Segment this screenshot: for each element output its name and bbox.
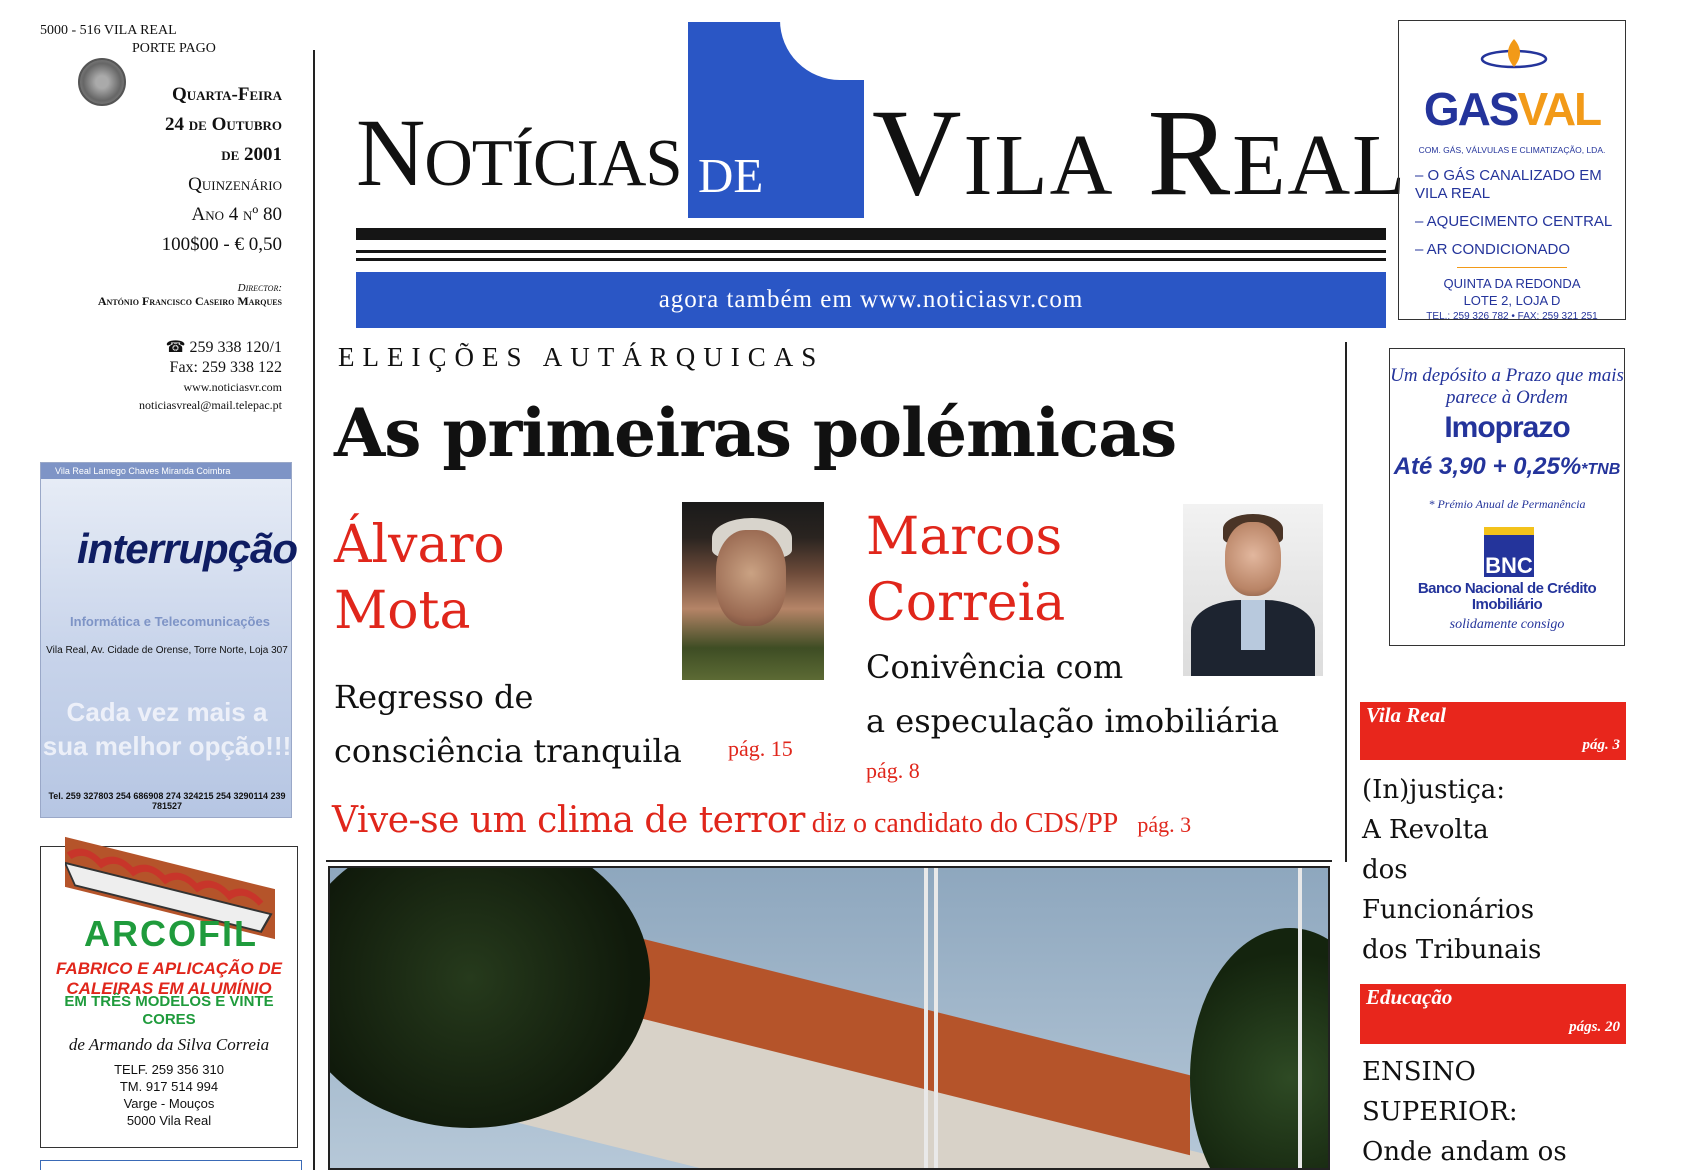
photo-face — [1225, 522, 1281, 596]
postage-info — [40, 22, 216, 58]
issue-price: 100$00 - € 0,50 — [161, 234, 282, 255]
ad-gasval-service: – AQUECIMENTO CENTRAL — [1415, 213, 1613, 230]
masthead-rule-thin — [356, 250, 1386, 253]
masthead-website-strip[interactable]: agora também em www.noticiasvr.com — [356, 272, 1386, 328]
main-headline[interactable]: As primeiras polémicas — [334, 394, 1177, 472]
ad-arcofil-tel: TELF. 259 356 310 — [114, 1062, 224, 1077]
ad-gasval-address-2: LOTE 2, LOJA D — [1463, 293, 1561, 308]
ad-arcofil-logo: ARCOFIL — [84, 913, 258, 954]
ad-interrupcao-slogan: Cada vez mais a sua melhor opção!!! — [42, 697, 292, 761]
masthead-title-noticias: Notícias — [356, 99, 682, 206]
column-divider — [313, 50, 315, 1170]
ad-imoprazo-motto: solidamente consigo — [1449, 617, 1565, 632]
candidate-2-subheadline[interactable] — [866, 640, 1279, 748]
ad-gasval-address-1: QUINTA DA REDONDA — [1443, 276, 1581, 291]
ad-gasval-address — [1399, 275, 1625, 309]
ad-arcofil-signature: de Armando da Silva Correia — [68, 1035, 270, 1054]
ad-gasval[interactable] — [1398, 20, 1626, 320]
ad-gasval-divider — [1457, 267, 1567, 268]
phone-number: ☎ 259 338 120/1 — [165, 339, 282, 356]
story-line: Funcionários — [1362, 895, 1535, 925]
issue-day: Quarta-Feira — [171, 84, 282, 105]
ad-arcofil-line-1: FABRICO E APLICAÇÃO DE CALEIRAS EM ALUMÍNIO — [55, 959, 283, 998]
candidate-2-last-name: Correia — [866, 573, 1066, 633]
ad-interrupcao[interactable] — [40, 462, 298, 818]
ad-interrupcao-phones: Tel. 259 327803 254 686908 274 324215 254 3290114 239 781527 — [48, 791, 286, 811]
cds-pp-headline-main: Vive-se um clima de terror — [332, 800, 805, 841]
ad-imoprazo-rate-suffix: *TNB — [1581, 461, 1621, 478]
email-link[interactable]: noticiasvreal@mail.telepac.pt — [139, 398, 282, 412]
masthead-rule-thin — [356, 258, 1386, 261]
issue-frequency: Quinzenário — [188, 174, 282, 195]
ad-imoprazo-tagline: Um depósito a Prazo que mais parece à Ordem — [1390, 365, 1624, 408]
issue-info — [110, 80, 282, 260]
bnc-logo: BNC — [1484, 527, 1534, 577]
candidate-1-sub-line-2: consciência tranquila — [334, 732, 682, 770]
column-divider — [1345, 342, 1347, 862]
postage-line-1: 5000 - 516 VILA REAL — [40, 23, 177, 38]
website-link[interactable]: www.noticiasvr.com — [183, 380, 282, 394]
candidate-1-name — [334, 512, 505, 644]
fax-number: Fax: 259 338 122 — [169, 359, 282, 376]
cds-pp-page-ref: pág. 3 — [1137, 812, 1192, 837]
story-injustica[interactable] — [1362, 770, 1622, 970]
ad-gasval-logo — [1399, 79, 1625, 139]
ad-arcofil-contacts — [41, 1061, 297, 1129]
candidate-1-sub-line-1: Regresso de — [334, 678, 534, 716]
ad-gasval-services — [1415, 167, 1621, 269]
ad-next-box — [40, 1160, 302, 1170]
story-line: dos — [1362, 855, 1408, 885]
ad-imoprazo-bank: Banco Nacional de Crédito Imobiliário — [1417, 580, 1597, 613]
ad-arcofil-city: 5000 Vila Real — [126, 1113, 212, 1128]
ad-gasval-tagline: COM. GÁS, VÁLVULAS E CLIMATIZAÇÃO, LDA. — [1418, 145, 1606, 155]
story-ensino-superior[interactable] — [1362, 1052, 1622, 1170]
section-educacao-page-ref: págs. 20 — [1360, 1014, 1626, 1044]
photo-flagpole — [934, 868, 938, 1168]
ad-gasval-phone: TEL.: 259 326 782 • FAX: 259 321 251 — [1426, 311, 1598, 322]
masthead-title-de: de — [698, 131, 764, 208]
ad-arcofil-line-2: EM TRÊS MODELOS E VINTE CORES — [64, 993, 274, 1028]
candidate-2-sub-line-2: a especulação imobiliária — [866, 702, 1280, 740]
ad-arcofil-place: Varge - Mouços — [123, 1096, 215, 1111]
director-name: António Francisco Caseiro Marques — [97, 294, 282, 308]
ad-gasval-service: – O GÁS CANALIZADO EM VILA REAL — [1415, 167, 1602, 202]
ad-interrupcao-subtitle: Informática e Telecomunicações — [70, 614, 270, 629]
ad-interrupcao-address: Vila Real, Av. Cidade de Orense, Torre Norte, Loja 307 — [46, 645, 288, 656]
issue-date: 24 de Outubro — [165, 114, 282, 135]
ad-gasval-logo-val: VAL — [1517, 83, 1601, 135]
candidate-2-first-name: Marcos — [866, 507, 1063, 567]
ad-gasval-logo-gas: GAS — [1423, 83, 1518, 135]
issue-number: Ano 4 nº 80 — [191, 204, 282, 225]
director-label: Director: — [237, 282, 282, 294]
ad-imoprazo[interactable] — [1389, 348, 1625, 646]
story-line: dos Tribunais — [1362, 935, 1542, 965]
masthead-rule — [356, 228, 1386, 240]
ad-imoprazo-rate-value: Até 3,90 + 0,25% — [1393, 453, 1582, 480]
ad-interrupcao-locations: Vila Real Lamego Chaves Miranda Coimbra — [41, 463, 291, 479]
ad-arcofil-tm: TM. 917 514 994 — [119, 1079, 219, 1094]
flame-icon — [1479, 37, 1549, 71]
main-photo — [328, 866, 1330, 1170]
section-vila-real-page-ref: pág. 3 — [1360, 732, 1626, 760]
candidate-2-page-ref: pág. 8 — [866, 758, 920, 783]
director-info — [40, 282, 282, 309]
story-line: (In)justiça: — [1362, 775, 1506, 805]
ad-imoprazo-brand: Imoprazo — [1444, 411, 1570, 444]
issue-year: de 2001 — [221, 144, 282, 165]
contact-info — [90, 338, 282, 414]
section-rule — [326, 860, 1332, 862]
ad-gasval-service: – AR CONDICIONADO — [1415, 241, 1571, 258]
photo-flagpole — [1298, 868, 1302, 1168]
photo-flagpole — [924, 868, 928, 1168]
story-line: SUPERIOR: — [1362, 1097, 1518, 1127]
section-kicker: ELEIÇÕES AUTÁRQUICAS — [338, 342, 825, 372]
candidate-1-last-name: Mota — [334, 581, 471, 641]
cds-pp-headline-rest: diz o candidato do CDS/PP — [804, 808, 1119, 839]
story-line: ENSINO — [1362, 1057, 1476, 1087]
story-line: Onde andam os — [1362, 1137, 1567, 1167]
candidate-1-subheadline[interactable] — [334, 670, 682, 778]
cds-pp-headline[interactable] — [332, 800, 1191, 841]
masthead-title-vila-real: Vila Real — [872, 84, 1408, 221]
ad-imoprazo-note: * Prémio Anual de Permanência — [1428, 497, 1586, 511]
story-line: A Revolta — [1362, 815, 1489, 845]
candidate-1-first-name: Álvaro — [334, 515, 505, 575]
candidate-1-photo — [682, 502, 824, 680]
ad-imoprazo-rate — [1390, 453, 1624, 481]
ad-interrupcao-logo: interrupção — [77, 525, 298, 572]
section-header-vila-real[interactable]: Vila Real — [1360, 702, 1626, 732]
candidate-2-name — [866, 504, 1065, 636]
ad-arcofil[interactable] — [40, 846, 298, 1148]
photo-face — [716, 530, 786, 626]
postage-line-2: PORTE PAGO — [132, 41, 216, 56]
candidate-1-page-ref: pág. 15 — [728, 736, 793, 761]
candidate-2-sub-line-1: Conivência com — [866, 648, 1124, 686]
section-header-educacao[interactable]: Educação — [1360, 984, 1626, 1014]
